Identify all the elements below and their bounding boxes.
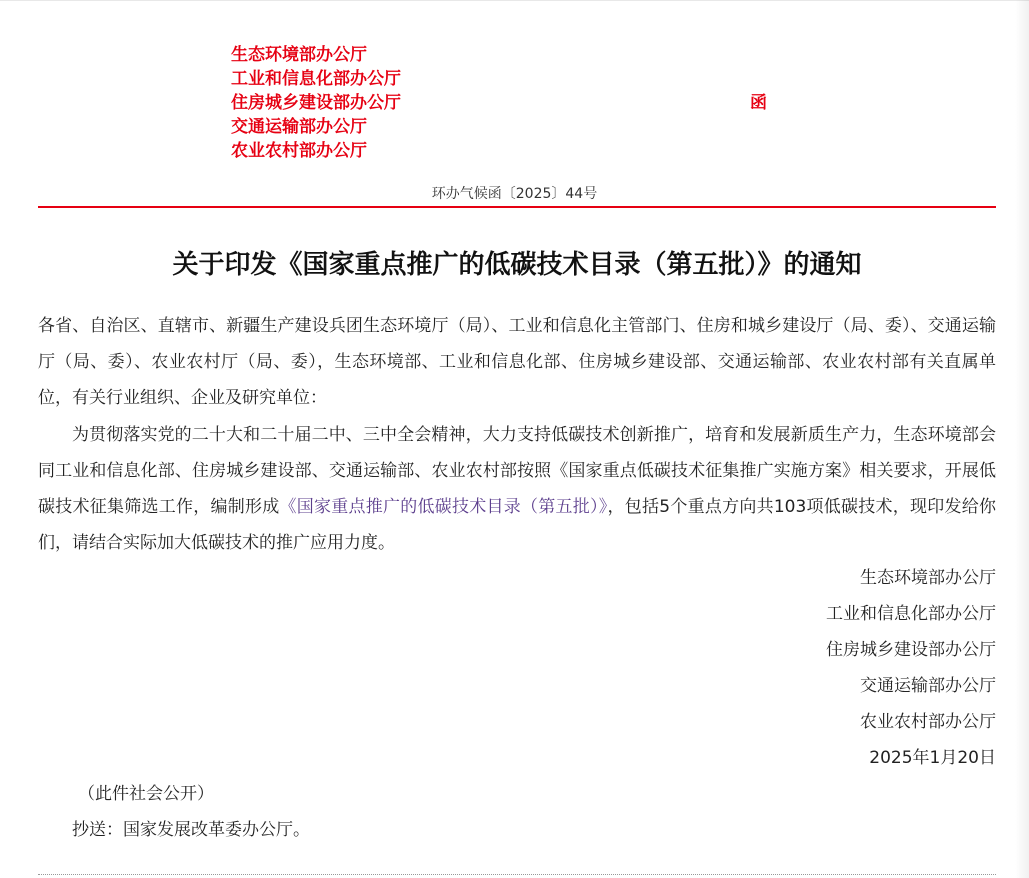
document-number: 环办气候函〔2025〕44号	[431, 186, 598, 202]
notice-title: 关于印发《国家重点推广的低碳技术目录（第五批）》的通知	[172, 250, 862, 280]
body-text-after-link: ，包括5个重点方向共103项低碳技术，现印发给你们，请结合实际加大低碳技术的推广应用力度。	[38, 497, 997, 553]
signer-office: 农业农村部办公厅	[860, 712, 996, 732]
signer-office: 工业和信息化部办公厅	[826, 604, 996, 624]
disclosure-note: （此件社会公开）	[78, 784, 214, 804]
signer-office: 生态环境部办公厅	[860, 568, 996, 588]
addressee-paragraph: 各省、自治区、直辖市、新疆生产建设兵团生态环境厅（局）、工业和信息化主管部门、住房和城乡建设厅（局、委）、交通运输厅（局、委）、农业农村厅（局、委），生态环境部、工业和信息化部、住房城乡建设部、交通运输部、农业农村部有关直属单位，有关行业组织、企业及研究单位：	[38, 316, 996, 408]
issuer-office: 住房城乡建设部办公厅	[231, 93, 401, 113]
footer-dotted-divider	[38, 874, 996, 875]
issuing-offices-header	[231, 43, 401, 163]
signer-office: 交通运输部办公厅	[860, 676, 996, 696]
page-edge-shadow	[1015, 0, 1029, 878]
issuer-office: 生态环境部办公厅	[231, 45, 367, 65]
red-header-rule	[38, 206, 996, 208]
signature-block	[826, 560, 996, 776]
top-divider	[0, 0, 1029, 1]
signature-date: 2025年1月20日	[869, 748, 996, 768]
body-paragraph	[38, 417, 996, 561]
catalog-link[interactable]: 《国家重点推广的低碳技术目录（第五批）》	[279, 497, 608, 517]
cc-line: 抄送：国家发展改革委办公厅。	[72, 820, 310, 840]
issuer-office: 工业和信息化部办公厅	[231, 69, 401, 89]
issuer-office: 农业农村部办公厅	[231, 141, 367, 161]
body-text-before-link: 为贯彻落实党的二十大和二十届二中、三中全会精神，大力支持低碳技术创新推广，培育和发展新质生产力，生态环境部会同工业和信息化部、住房城乡建设部、交通运输部、农业农村部按照《国家重点低碳技术征集推广实施方案》相关要求，开展低碳技术征集筛选工作，编制形成	[38, 425, 996, 517]
issuer-office: 交通运输部办公厅	[231, 117, 367, 137]
letter-type-label: 函	[750, 93, 767, 113]
signer-office: 住房城乡建设部办公厅	[826, 640, 996, 660]
